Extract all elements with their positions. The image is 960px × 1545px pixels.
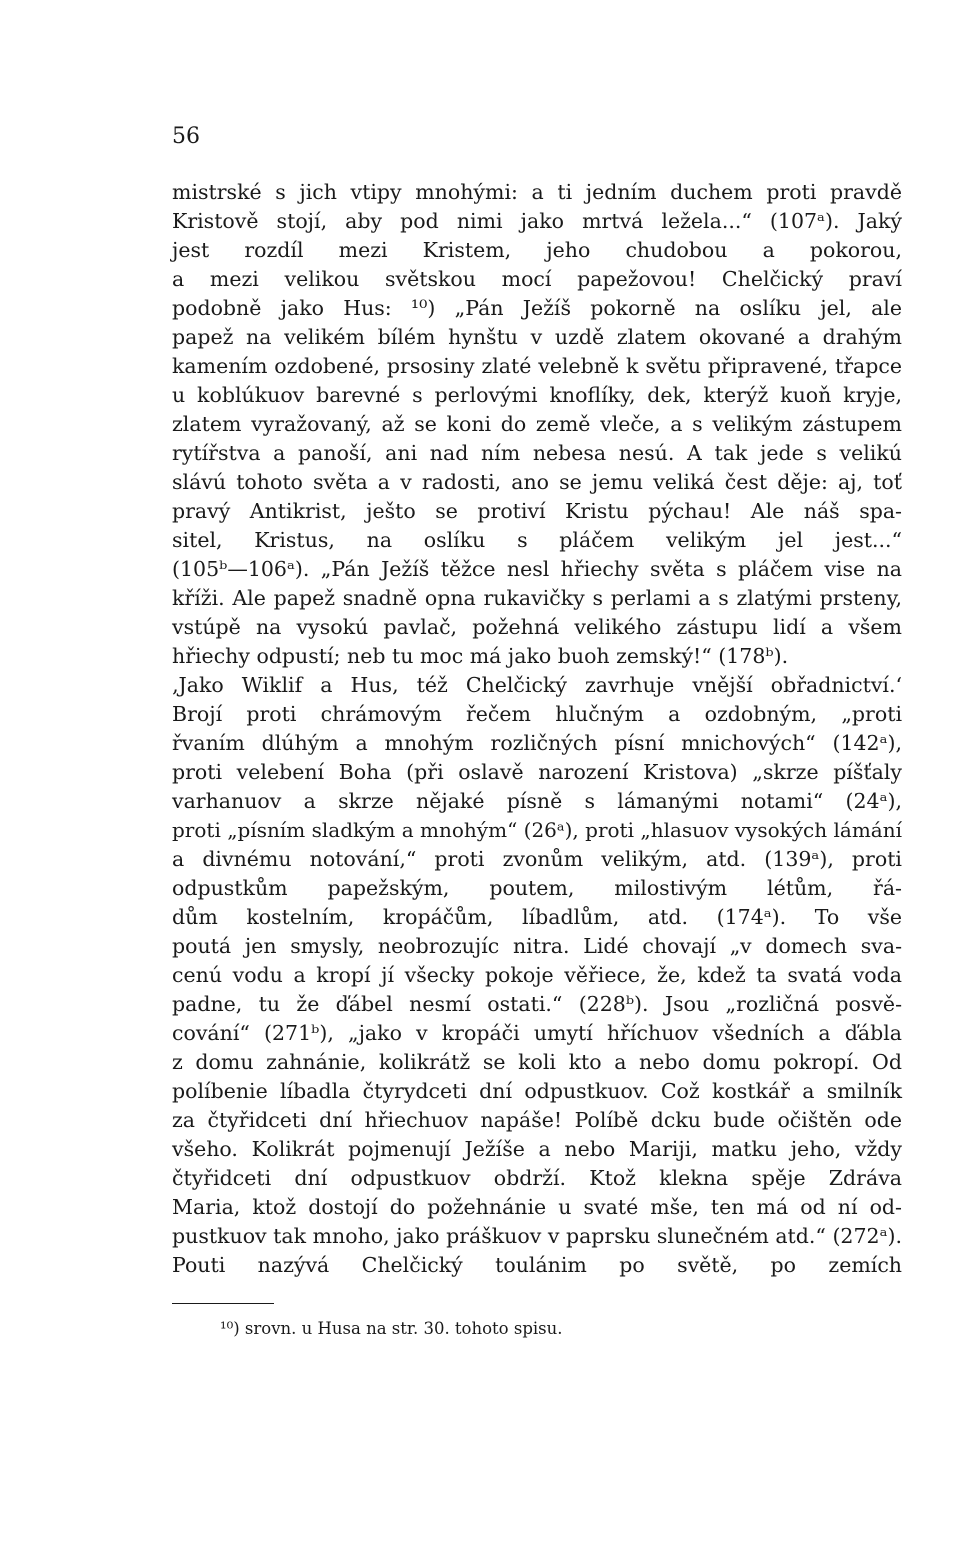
text-line: slávú tohoto světa a v radosti, ano se jemu veliká čest děje: aj, toť — [172, 470, 902, 494]
text-line: rytířstva a panoší, ani nad ním nebesa nesú. A tak jede s velikú — [172, 441, 902, 465]
text-line: odpustkům papežským, poutem, milostivým létům, řá- — [172, 876, 902, 900]
text-line: podobně jako Hus: ¹⁰) „Pán Ježíš pokorně na oslíku jel, ale — [172, 296, 902, 320]
text-line: čtyřidceti dní odpustkuov obdrží. Ktož klekna spěje Zdráva — [172, 1166, 902, 1190]
text-line: zlatem vyražovaný, až se koni do země vleče, a s velikým zástupem — [172, 412, 902, 436]
text-line: varhanuov a skrze nějaké písně s lámanými notami“ (24ᵃ), — [172, 789, 902, 813]
text-line: z domu zahnánie, kolikrátž se koli kto a nebo domu pokropí. Od — [172, 1050, 902, 1074]
text-line: poutá jen smysly, neobrozujíc nitra. Lidé chovají „v domech sva- — [172, 934, 902, 958]
text-line: pravý Antikrist, ješto se protiví Kristu pýchau! Ale náš spa- — [172, 499, 902, 523]
text-line: (105ᵇ—106ᵃ). „Pán Ježíš těžce nesl hřiechy světa s pláčem vise na — [172, 557, 902, 581]
text-line: proti velebení Boha (při oslavě narození Kristova) „skrze píšťaly — [172, 760, 902, 784]
text-line: pustkuov tak mnoho, jako práškuov v paprsku slunečném atd.“ (272ᵃ). — [172, 1224, 902, 1248]
text-line: a mezi velikou světskou mocí papežovou! Chelčický praví — [172, 267, 902, 291]
text-line: vstúpě na vysokú pavlač, požehná velikého zástupu lidí a všem — [172, 615, 902, 639]
text-line: řvaním dlúhým a mnohým rozličných písní mnichových“ (142ᵃ), — [172, 731, 902, 755]
text-line: cenú vodu a kropí jí všecky pokoje věřiece, že, kdež ta svatá voda — [172, 963, 902, 987]
text-line: sitel, Kristus, na oslíku s pláčem velikým jel jest...“ — [172, 528, 902, 552]
text-line: Brojí proti chrámovým řečem hlučným a ozdobným, „proti — [172, 702, 902, 726]
text-line: dům kostelním, kropáčům, líbadlům, atd. (174ᵃ). To vše — [172, 905, 902, 929]
text-line: Kristově stojí, aby pod nimi jako mrtvá ležela...“ (107ᵃ). Jaký — [172, 209, 902, 233]
text-line: u koblúkuov barevné s perlovými knoflíky, dek, kterýž kuoň kryje, — [172, 383, 902, 407]
text-line: za čtyřidceti dní hřiechuov napáše! Políbě dcku bude očištěn ode — [172, 1108, 902, 1132]
page-number: 56 — [172, 124, 200, 149]
footnote: ¹⁰) srovn. u Husa na str. 30. tohoto spisu. — [220, 1319, 563, 1338]
text-line: Maria, ktož dostojí do požehnánie u svaté mše, ten má od ní od- — [172, 1195, 902, 1219]
text-line: a divnému notování,“ proti zvonům velikým, atd. (139ᵃ), proti — [172, 847, 902, 871]
text-line: všeho. Kolikrát pojmenují Ježíše a nebo Mariji, matku jeho, vždy — [172, 1137, 902, 1161]
text-line: jest rozdíl mezi Kristem, jeho chudobou a pokorou, — [172, 238, 902, 262]
text-line: proti „písním sladkým a mnohým“ (26ᵃ), proti „hlasuov vysokých lámání — [172, 818, 902, 842]
text-line: cování“ (271ᵇ), „jako v kropáči umytí hříchuov všedních a ďábla — [172, 1021, 902, 1045]
text-line: papež na velikém bílém hynštu v uzdě zlatem okované a drahým — [172, 325, 902, 349]
text-line: kříži. Ale papež snadně opna rukavičky s perlami a s zlatými prsteny, — [172, 586, 902, 610]
text-line: padne, tu že ďábel nesmí ostati.“ (228ᵇ). Jsou „rozličná posvě- — [172, 992, 902, 1016]
text-line: políbenie líbadla čtyrydceti dní odpustkuov. Což kostkář a smilník — [172, 1079, 902, 1103]
footnote-divider — [172, 1303, 274, 1304]
text-line: hřiechy odpustí; neb tu moc má jako buoh zemský!“ (178ᵇ). — [172, 644, 789, 668]
body-text — [172, 178, 902, 1280]
text-line: Pouti nazývá Chelčický toulánim po světě, po zemích — [172, 1253, 902, 1277]
text-line: kamením ozdobené, prsosiny zlaté velebně k světu připravené, třapce — [172, 354, 902, 378]
text-line: mistrské s jich vtipy mnohými: a ti jedním duchem proti pravdě — [172, 180, 902, 204]
text-line: ‚Jako Wiklif a Hus, též Chelčický zavrhuje vnější obřadnictví.‘ — [172, 673, 902, 697]
